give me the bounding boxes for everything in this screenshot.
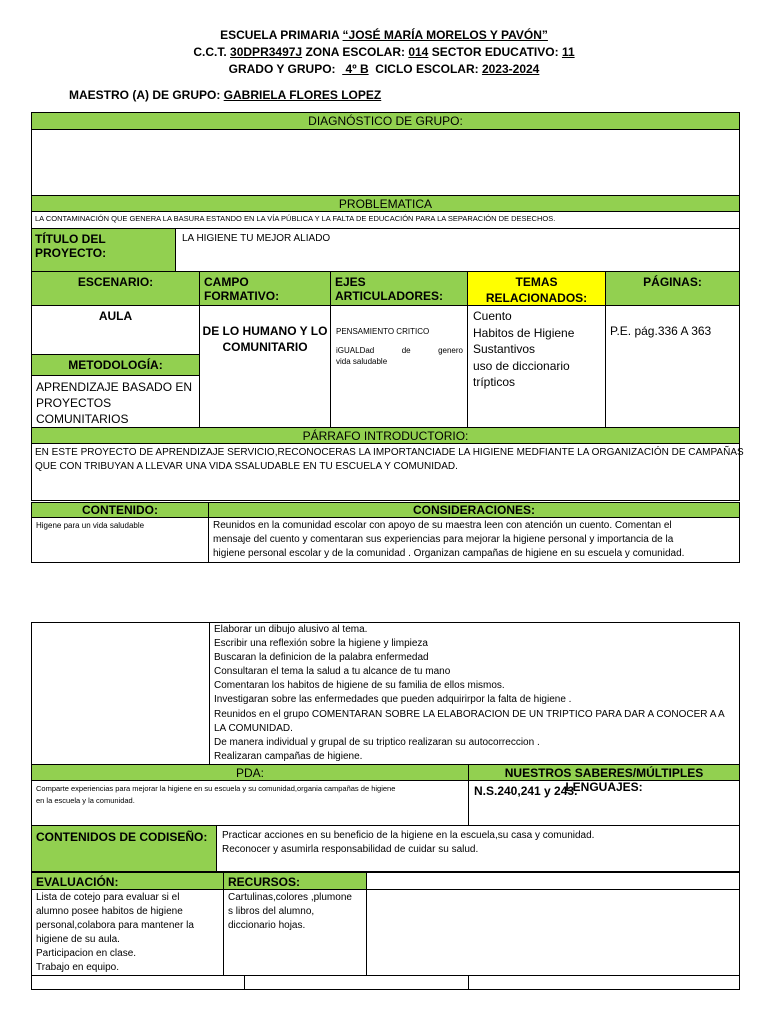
codiseno-value: Practicar acciones en su beneficio de la higiene en la escuela,su casa y comunidad. Reconocer y asumirla responsabilidad de cuidar su salud. xyxy=(216,825,740,872)
evaluacion-value: Lista de cotejo para evaluar si el alumno posee habitos de higiene personal,colabora para mantener la higiene de su aula. Participacion en clase. Trabajo en equipo. xyxy=(31,889,224,976)
activities-list: Elaborar un dibujo alusivo al tema. Escribir una reflexión sobre la higiene y limpieza Buscaran la definicion de la palabra enfermedad Consultaran el tema la salud a tu alcance de tu mano Comentaran los habitos de higiene de su familia de ellos mismos. Investigaran sobre las enfermedades que pueden adquirirpor la falta de higiene . Reunidos en el grupo COMENTARAN SOBRE LA ELABORACION DE UN TRIPTICO PARA DAR A CONOCER A A LA COMUNIDAD. De manera individual y grupal de su triptico realizaran su autocorreccion . Realizaran campañas de higiene. xyxy=(209,622,740,765)
evaluacion-label: EVALUACIÓN: xyxy=(31,872,224,890)
consideraciones-label: CONSIDERACIONES: xyxy=(208,502,740,518)
pda-value: Comparte experiencias para mejorar la higiene en su escuela y su comunidad,organia campañas de higiene en la escuela y la comunidad. xyxy=(31,780,469,826)
footer-cell-2 xyxy=(244,975,469,990)
metodologia-label: METODOLOGÍA: xyxy=(31,354,200,376)
ejes-value: PENSAMIENTO CRITICO iGUALDad de genero vida saludable xyxy=(330,305,468,428)
consideraciones-value: Reunidos en la comunidad escolar con apoyo de su maestra leen con atención un cuento. Comentan el mensaje del cuento y comentaran sus experiencias para mejorar la higiene personal y importancia de la higiene personal escolar y de la comunidad . Organizan campañas de higiene en su escuela y comunidad. xyxy=(208,517,740,563)
grade-group: GRADO Y GRUPO: 4º B CICLO ESCOLAR: 2023-2024 xyxy=(228,62,540,76)
blank-header-cell xyxy=(366,872,740,890)
teacher-line: MAESTRO (A) DE GRUPO: GABRIELA FLORES LOPEZ xyxy=(69,88,382,102)
footer-cell-3 xyxy=(468,975,740,990)
contenido-label: CONTENIDO: xyxy=(31,502,209,518)
metodologia-value: APRENDIZAJE BASADO EN PROYECTOS COMUNITARIOS xyxy=(31,375,200,428)
paginas-label: PÁGINAS: xyxy=(605,271,740,306)
saberes-label: NUESTROS SABERES/MÚLTIPLES LENGUAJES: xyxy=(468,764,740,781)
school-codes: C.C.T. 30DPR3497J ZONA ESCOLAR: 014 SECTOR EDUCATIVO: 11 xyxy=(193,45,575,59)
blank-body-cell xyxy=(366,889,740,976)
activities-left-cell xyxy=(31,622,210,765)
diagnostico-body xyxy=(31,129,740,196)
saberes-value: N.S.240,241 y 243. xyxy=(468,780,740,826)
ejes-value-line2: iGUALDad de genero xyxy=(336,346,463,355)
contenido-value: Higene para un vida saludable xyxy=(31,517,209,563)
temas-value: Cuento Habitos de Higiene Sustantivos uso de diccionario trípticos xyxy=(467,305,606,428)
codiseno-label: CONTENIDOS DE CODISEÑO: xyxy=(31,825,217,872)
titulo-label: TÍTULO DEL PROYECTO: xyxy=(31,228,176,272)
footer-cell-1 xyxy=(31,975,245,990)
parrafo-header: PÁRRAFO INTRODUCTORIO: xyxy=(31,427,740,444)
parrafo-text: EN ESTE PROYECTO DE APRENDIZAJE SERVICIO,RECONOCERAS LA IMPORTANCIADE LA HIGIENE MEDFIANTE LA ORGANIZACIÓN DE CAMPAÑAS QUE CON TRIBUYAN A LLEVAR UNA VIDA SSALUDABLE EN TU ESCUELA Y COMUNIDAD. xyxy=(31,443,740,501)
temas-label: TEMAS RELACIONADOS: xyxy=(467,271,606,306)
titulo-value: LA HIGIENE TU MEJOR ALIADO xyxy=(175,228,740,272)
ejes-label: EJES ARTICULADORES: xyxy=(330,271,468,306)
diagnostico-header: DIAGNÓSTICO DE GRUPO: xyxy=(31,112,740,130)
campo-value: DE LO HUMANO Y LO COMUNITARIO xyxy=(199,305,331,428)
problematica-text: LA CONTAMINACIÓN QUE GENERA LA BASURA ESTANDO EN LA VÍA PÚBLICA Y LA FALTA DE EDUCACIÓN PARA LA SEPARACIÓN DE DESECHOS. xyxy=(31,211,740,229)
problematica-header: PROBLEMATICA xyxy=(31,195,740,212)
pda-label: PDA: xyxy=(31,764,469,781)
escenario-label: ESCENARIO: xyxy=(31,271,200,306)
school-title: ESCUELA PRIMARIA “JOSÉ MARÍA MORELOS Y PAVÓN” xyxy=(220,28,548,42)
recursos-value: Cartulinas,colores ,plumone s libros del alumno, diccionario hojas. xyxy=(223,889,367,976)
campo-label: CAMPO FORMATIVO: xyxy=(199,271,331,306)
paginas-value: P.E. pág.336 A 363 xyxy=(605,305,740,428)
escenario-value: AULA xyxy=(31,305,200,355)
recursos-label: RECURSOS: xyxy=(223,872,367,890)
